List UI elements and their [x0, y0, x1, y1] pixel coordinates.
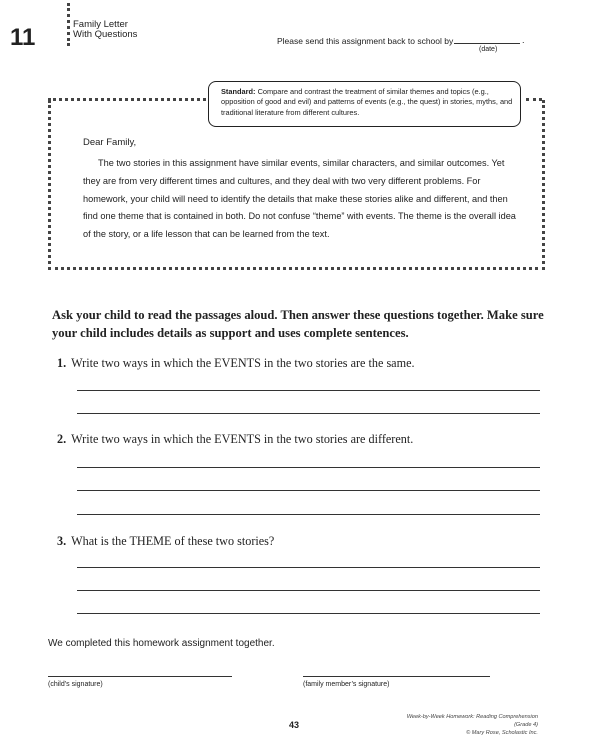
letter-body: The two stories in this assignment have similar events, similar characters, and similar outcomes. Yet they are from very different times and cultures, and they deal with two very different problems. For homework, your child will need to identify the details that make these stories alike and different, and then find one theme that is contained in both. Do not confuse “theme” with events. The theme is the overall idea of the story, or a life lesson that can be learned from the text. — [83, 158, 516, 240]
answer-line[interactable] — [77, 567, 540, 568]
header-dotted-divider — [67, 3, 70, 46]
family-signature-label: (family member’s signature) — [303, 681, 390, 688]
answer-line[interactable] — [77, 590, 540, 591]
answer-line[interactable] — [77, 413, 540, 414]
completion-statement: We completed this homework assignment together. — [48, 638, 275, 649]
question-text: Write two ways in which the EVENTS in the two stories are different. — [71, 432, 414, 446]
question-2 — [57, 432, 413, 447]
standard-label: Standard: — [221, 87, 256, 96]
standard-text: Compare and contrast the treatment of similar themes and topics (e.g., opposition of good and evil) and patterns of events (e.g., the quest) in stories, myths, and traditional literature from different cultures. — [221, 87, 513, 117]
child-signature-label: (child’s signature) — [48, 681, 103, 688]
date-blank-line[interactable] — [454, 43, 520, 44]
credit-line-2: © Mary Rose, Scholastic Inc. — [466, 730, 538, 736]
date-period: . — [522, 35, 525, 45]
lesson-number: 11 — [10, 24, 36, 51]
instructions: Ask your child to read the passages aloud. Then answer these questions together. Make sure your child includes details as support and uses complete sentences. — [52, 308, 544, 340]
date-label: (date) — [479, 46, 498, 53]
child-signature-line[interactable] — [48, 676, 232, 677]
lesson-type-line1: Family Letter — [73, 19, 128, 30]
question-1 — [57, 356, 415, 371]
family-signature-line[interactable] — [303, 676, 490, 677]
page-number: 43 — [289, 720, 300, 730]
question-number: 2. — [57, 432, 67, 446]
send-back-instruction: Please send this assignment back to school by — [277, 36, 454, 46]
question-text: What is the THEME of these two stories? — [71, 534, 275, 548]
standard-box — [208, 81, 521, 127]
answer-line[interactable] — [77, 490, 540, 491]
answer-line[interactable] — [77, 613, 540, 614]
question-text: Write two ways in which the EVENTS in the two stories are the same. — [71, 356, 415, 370]
lesson-type — [73, 20, 137, 40]
answer-line[interactable] — [77, 390, 540, 391]
credit-line-1: Week-by-Week Homework: Reading Comprehension (Grade 4) — [406, 714, 538, 728]
question-number: 1. — [57, 356, 67, 370]
answer-line[interactable] — [77, 467, 540, 468]
answer-line[interactable] — [77, 514, 540, 515]
question-number: 3. — [57, 534, 67, 548]
question-3 — [57, 534, 274, 549]
letter-greeting: Dear Family, — [83, 137, 137, 148]
footer-credit — [388, 713, 538, 737]
lesson-type-line2: With Questions — [73, 29, 138, 40]
